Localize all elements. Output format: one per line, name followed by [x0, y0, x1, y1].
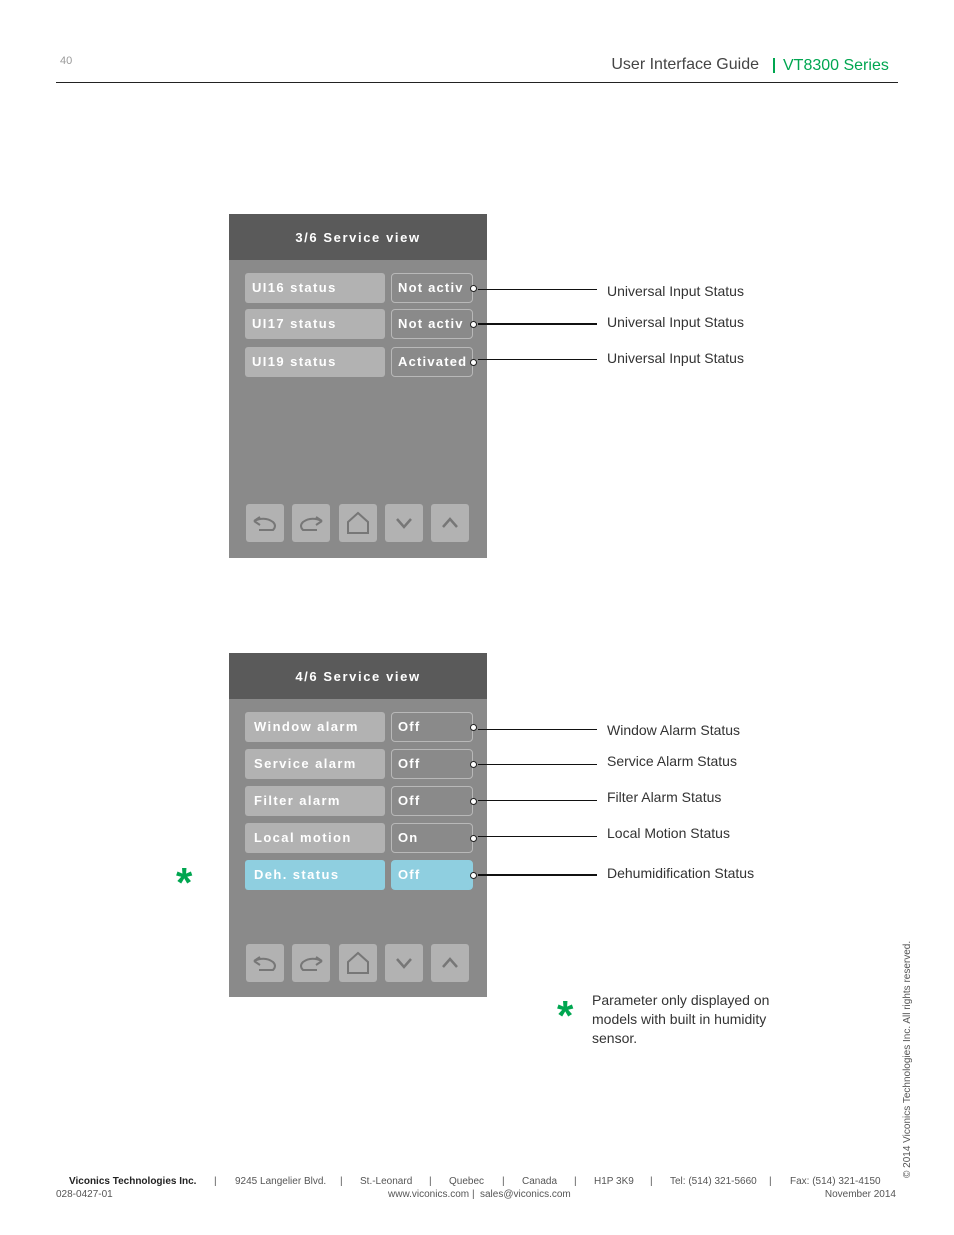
note-asterisk: * [557, 992, 574, 1039]
footer-separator: | [574, 1176, 577, 1187]
page-number: 40 [60, 55, 73, 67]
param-label: UI19 status [245, 347, 385, 377]
param-value[interactable]: Off [391, 712, 473, 742]
callout-line [478, 800, 597, 801]
up-button[interactable] [431, 504, 469, 542]
callout-ui19: Universal Input Status [607, 350, 744, 366]
chevron-down-icon [394, 956, 414, 970]
connector-dot [470, 285, 477, 292]
home-icon [345, 951, 371, 975]
connector-dot [470, 321, 477, 328]
service-view-screen-3 [229, 214, 487, 558]
param-label: UI17 status [245, 309, 385, 339]
param-value[interactable]: On [391, 823, 473, 853]
footer-separator: | [502, 1176, 505, 1187]
back-button[interactable] [246, 504, 284, 542]
forward-icon [297, 512, 325, 534]
service-view-screen-4 [229, 653, 487, 997]
screen-title: 3/6 Service view [229, 214, 487, 260]
humidity-note: Parameter only displayed on models with built in humidity sensor. [592, 992, 770, 1046]
callout-line [478, 323, 597, 325]
param-label: UI16 status [245, 273, 385, 303]
param-value[interactable]: Off [391, 786, 473, 816]
footer-website[interactable]: www.viconics.com [388, 1189, 470, 1200]
param-value[interactable]: Off [391, 749, 473, 779]
back-button[interactable] [246, 944, 284, 982]
home-button[interactable] [339, 944, 377, 982]
param-value[interactable]: Not activ [391, 273, 473, 303]
footer-separator: | [650, 1176, 653, 1187]
forward-icon [297, 952, 325, 974]
footer-address: 9245 Langelier Blvd. [235, 1176, 327, 1187]
up-button[interactable] [431, 944, 469, 982]
footer-postal: H1P 3K9 [594, 1176, 634, 1187]
chevron-down-icon [394, 516, 414, 530]
back-icon [251, 952, 279, 974]
callout-line [478, 764, 597, 765]
callout-line [478, 289, 597, 290]
menu-row-ui19[interactable] [245, 347, 473, 377]
footer-province: Quebec [449, 1176, 485, 1187]
footer-fax: Fax: (514) 321-4150 [790, 1176, 881, 1187]
menu-row-service-alarm[interactable] [245, 749, 473, 779]
footer-separator: | [769, 1176, 772, 1187]
header-title: User Interface Guide [611, 56, 759, 73]
connector-dot [470, 835, 477, 842]
callout-ui17: Universal Input Status [607, 314, 744, 330]
connector-dot [470, 872, 477, 879]
callout-filter-alarm: Filter Alarm Status [607, 789, 722, 805]
callout-line [478, 359, 597, 360]
home-button[interactable] [339, 504, 377, 542]
connector-dot [470, 724, 477, 731]
footer-separator: | [214, 1176, 217, 1187]
param-label: Filter alarm [245, 786, 385, 816]
header-separator [773, 58, 775, 73]
callout-deh-status: Dehumidification Status [607, 865, 755, 881]
callout-local-motion: Local Motion Status [607, 825, 730, 841]
menu-row-local-motion[interactable] [245, 823, 473, 853]
callout-line [478, 729, 597, 730]
menu-row-filter-alarm[interactable] [245, 786, 473, 816]
footer-doc-number: 028-0427-01 [56, 1189, 113, 1200]
param-value[interactable]: Not activ [391, 309, 473, 339]
header-rule [56, 82, 898, 83]
down-button[interactable] [385, 944, 423, 982]
param-label: Service alarm [245, 749, 385, 779]
param-label: Local motion [245, 823, 385, 853]
callout-service-alarm: Service Alarm Status [607, 753, 737, 769]
param-label: Deh. status [245, 860, 385, 890]
footer-company: Viconics Technologies Inc. [69, 1176, 197, 1187]
footer-separator: | [340, 1176, 343, 1187]
chevron-up-icon [440, 956, 460, 970]
footer-date: November 2014 [824, 1189, 896, 1200]
humidity-note-asterisk: * [176, 859, 193, 906]
footer-separator: | [429, 1176, 432, 1187]
connector-dot [470, 761, 477, 768]
screen-title: 4/6 Service view [229, 653, 487, 699]
connector-dot [470, 359, 477, 366]
footer-email[interactable]: sales@viconics.com [480, 1189, 571, 1200]
footer-tel: Tel: (514) 321-5660 [670, 1176, 757, 1187]
menu-row-ui16[interactable] [245, 273, 473, 303]
callout-window-alarm: Window Alarm Status [607, 722, 741, 738]
forward-button[interactable] [292, 944, 330, 982]
menu-row-ui17[interactable] [245, 309, 473, 339]
param-value[interactable]: Activated [391, 347, 473, 377]
forward-button[interactable] [292, 504, 330, 542]
back-icon [251, 512, 279, 534]
home-icon [345, 511, 371, 535]
connector-dot [470, 798, 477, 805]
param-value[interactable]: Off [391, 860, 473, 890]
down-button[interactable] [385, 504, 423, 542]
footer-separator: | [472, 1189, 475, 1200]
header-series: VT8300 Series [783, 57, 889, 74]
copyright: © 2014 Viconics Technologies Inc. All rights reserved. [902, 940, 913, 1178]
footer-city: St.-Leonard [360, 1176, 413, 1187]
menu-row-deh-status[interactable] [245, 860, 473, 890]
callout-ui16: Universal Input Status [607, 283, 744, 299]
menu-row-window-alarm[interactable] [245, 712, 473, 742]
footer-country: Canada [522, 1176, 558, 1187]
callout-line [478, 836, 597, 837]
callout-line [478, 874, 597, 876]
chevron-up-icon [440, 516, 460, 530]
param-label: Window alarm [245, 712, 385, 742]
